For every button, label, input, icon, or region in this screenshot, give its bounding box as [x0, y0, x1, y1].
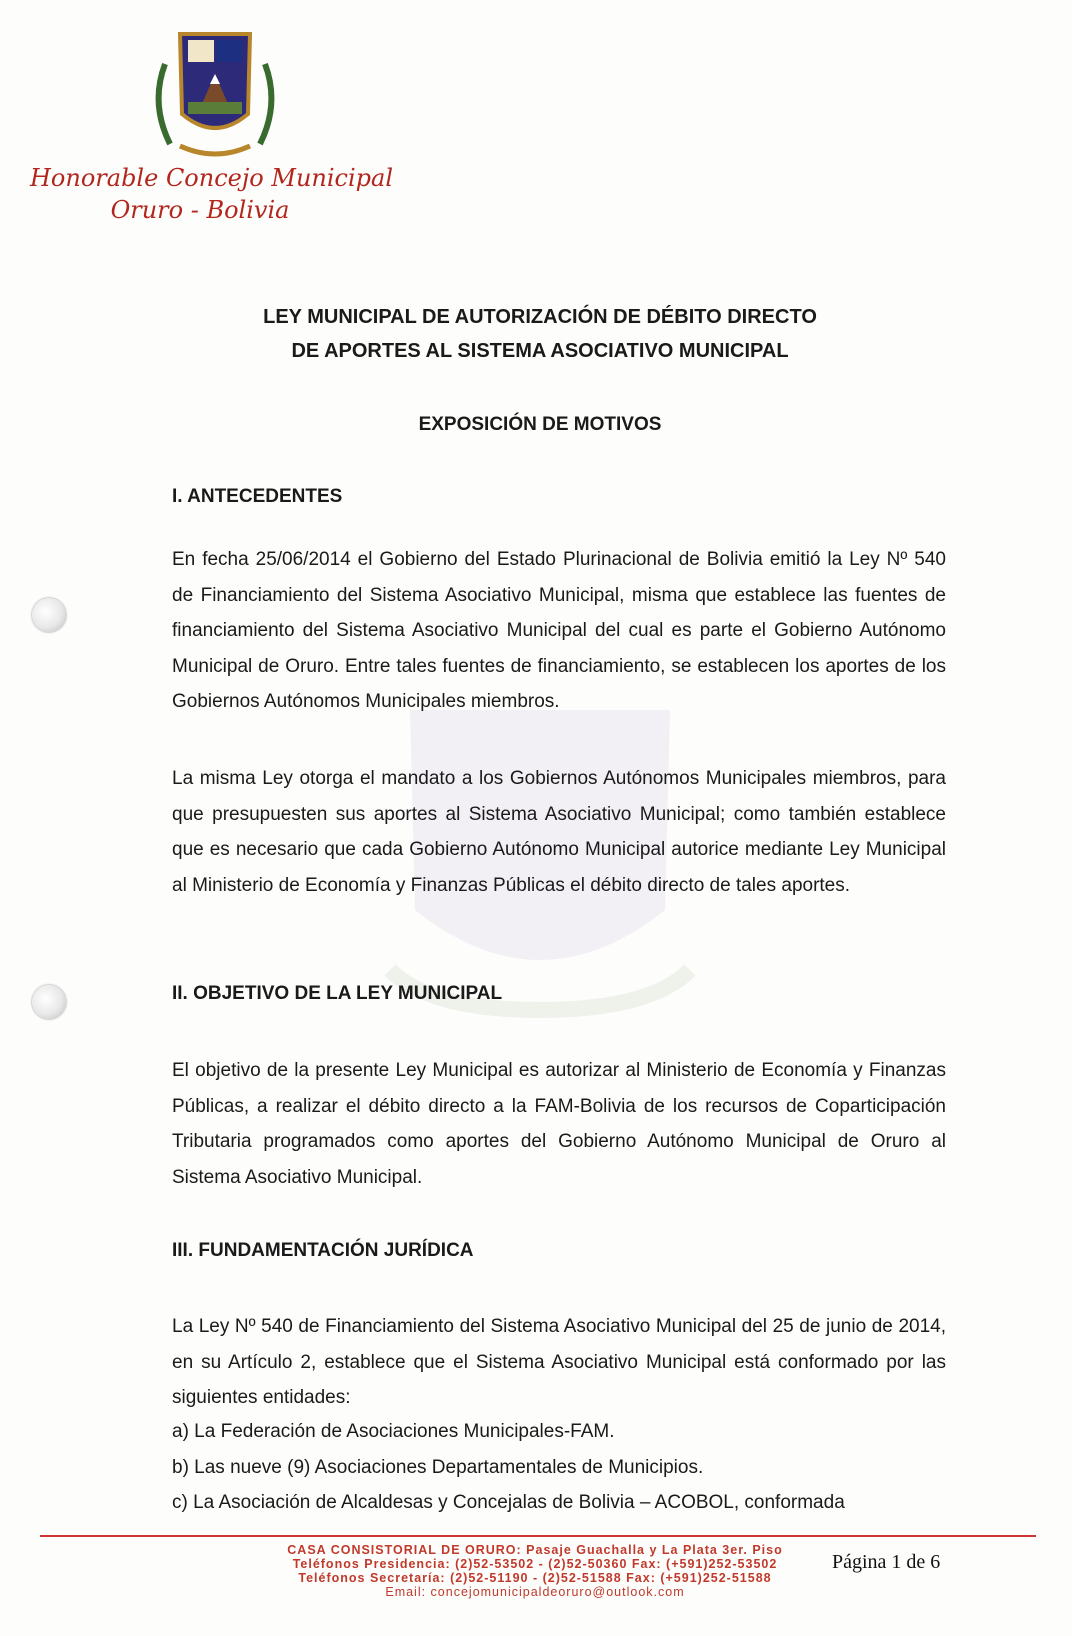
- section-heading-objetivo: II. OBJETIVO DE LA LEY MUNICIPAL: [172, 983, 503, 1004]
- footer-phones-secretaria: Teléfonos Secretaría: (2)52-51190 - (2)52-51588 Fax: (+591)252-51588: [298, 1571, 772, 1585]
- section-heading-fundamentacion: III. FUNDAMENTACIÓN JURÍDICA: [172, 1240, 474, 1261]
- council-name-line2: Oruro - Bolivia: [110, 196, 290, 224]
- section-heading-antecedentes: I. ANTECEDENTES: [172, 486, 343, 507]
- footer-email: Email: concejomunicipaldeoruro@outlook.com: [385, 1585, 685, 1599]
- entities-list: [172, 1414, 946, 1521]
- list-item: c) La Asociación de Alcaldesas y Concejalas de Bolivia – ACOBOL, conformada: [172, 1492, 845, 1513]
- council-name-line1: Honorable Concejo Municipal: [30, 164, 393, 192]
- punch-hole-bottom: [32, 985, 66, 1019]
- paragraph-fundamentacion: La Ley Nº 540 de Financiamiento del Sistema Asociativo Municipal del 25 de junio de 2014, en su Artículo 2, establece que el Sistema Asociativo Municipal está conformado por las siguientes entidades:: [172, 1316, 946, 1408]
- footer-address: CASA CONSISTORIAL DE ORURO: Pasaje Guachalla y La Plata 3er. Piso: [287, 1543, 783, 1557]
- paragraph-objetivo: El objetivo de la presente Ley Municipal es autorizar al Ministerio de Economía y Finanzas Públicas, a realizar el débito directo a la FAM-Bolivia de los recursos de Coparticipación Tributaria programados como aportes del Gobierno Autónomo Municipal de Oruro al Sistema Asociativo Municipal.: [172, 1060, 946, 1188]
- document-title-line1: LEY MUNICIPAL DE AUTORIZACIÓN DE DÉBITO DIRECTO: [263, 306, 817, 328]
- municipal-crest-logo: [140, 24, 290, 164]
- list-item: b) Las nueve (9) Asociaciones Departamentales de Municipios.: [172, 1456, 704, 1478]
- footer-divider: [40, 1535, 1036, 1537]
- footer-contact: [220, 1543, 850, 1599]
- document-subtitle: EXPOSICIÓN DE MOTIVOS: [418, 414, 662, 435]
- document-title: [170, 300, 910, 368]
- footer-phones-presidencia: Teléfonos Presidencia: (2)52-53502 - (2)52-50360 Fax: (+591)252-53502: [292, 1557, 778, 1571]
- punch-hole-top: [32, 598, 66, 632]
- page-number: Página 1 de 6: [832, 1551, 941, 1573]
- council-name: [30, 162, 393, 226]
- document-title-line2: DE APORTES AL SISTEMA ASOCIATIVO MUNICIPAL: [291, 340, 789, 362]
- paragraph-antecedentes-2: La misma Ley otorga el mandato a los Gobiernos Autónomos Municipales miembros, para que presupuesten sus aportes al Sistema Asociativo Municipal; como también establece que es necesario que cada Gobierno Autónomo Municipal autorice mediante Ley Municipal al Ministerio de Economía y Finanzas Públicas el débito directo de tales aportes.: [172, 768, 946, 896]
- paragraph-antecedentes-1: En fecha 25/06/2014 el Gobierno del Estado Plurinacional de Bolivia emitió la Ley Nº 540 de Financiamiento del Sistema Asociativo Municipal, misma que establece las fuentes de financiamiento del Sistema Asociativo Municipal del cual es parte el Gobierno Autónomo Municipal de Oruro. Entre tales fuentes de financiamiento, se establecen los aportes de los Gobiernos Autónomos Municipales miembros.: [172, 549, 946, 712]
- list-item: a) La Federación de Asociaciones Municipales-FAM.: [172, 1421, 615, 1442]
